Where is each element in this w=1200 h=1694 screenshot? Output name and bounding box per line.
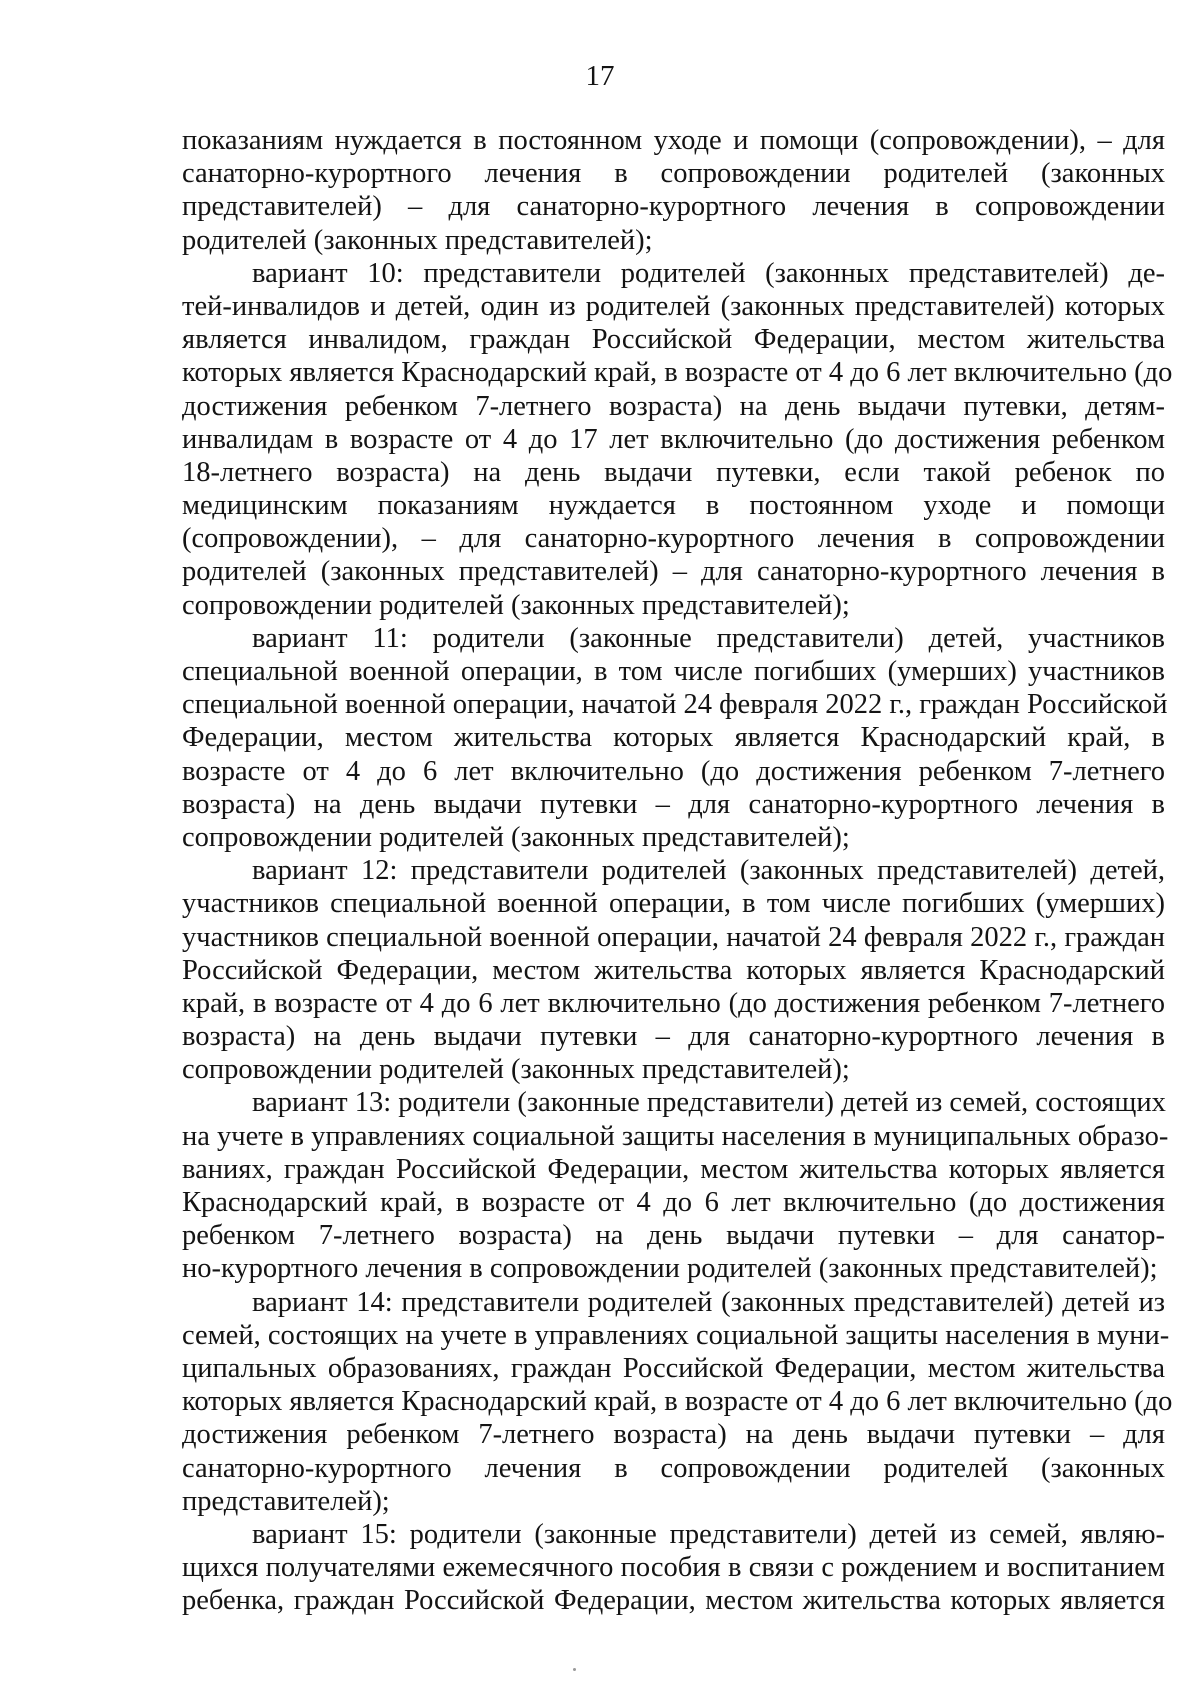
text-line: возраста) на день выдачи путевки – для санаторно-курортного лечения в <box>182 1021 1165 1053</box>
text-line: семей, состоящих на учете в управлениях социальной защиты населения в муни- <box>182 1319 1170 1351</box>
text-line: но-курортного лечения в сопровождении родителей (законных представителей); <box>182 1253 1158 1285</box>
text-line: инвалидам в возрасте от 4 до 17 лет включительно (до достижения ребенком <box>182 423 1165 455</box>
paragraph-variant-15 <box>182 1518 1165 1618</box>
text-line: специальной военной операции, в том числе погибших (умерших) участников <box>182 656 1165 687</box>
text-line: вариант 10: представители родителей (законных представителей) де- <box>252 257 1165 289</box>
text-line: ребенка, граждан Российской Федерации, местом жительства которых является <box>182 1585 1165 1617</box>
text-line: которых является Краснодарский край, в возрасте от 4 до 6 лет включительно (до <box>182 357 1173 389</box>
text-line: которых является Краснодарский край, в возрасте от 4 до 6 лет включительно (до <box>182 1386 1173 1418</box>
text-line: вариант 13: родители (законные представители) детей из семей, состоящих <box>252 1087 1166 1119</box>
text-line: вариант 15: родители (законные представители) детей из семей, являю- <box>252 1518 1165 1550</box>
text-line: тей-инвалидов и детей, один из родителей (законных представителей) которых <box>182 290 1165 322</box>
text-line: ребенком 7-летнего возраста) на день выдачи путевки – для санатор- <box>182 1220 1165 1252</box>
text-line: ципальных образованиях, граждан Российской Федерации, местом жительства <box>182 1352 1165 1384</box>
text-line: Российской Федерации, местом жительства которых является Краснодарский <box>182 954 1165 986</box>
text-line: 18-летнего возраста) на день выдачи путевки, если такой ребенок по <box>182 456 1165 488</box>
paragraph-variant-12 <box>182 854 1165 1086</box>
text-line: край, в возрасте от 4 до 6 лет включительно (до достижения ребенком 7-летнего <box>182 987 1165 1019</box>
text-line: участников специальной военной операции, начатой 24 февраля 2022 г., граждан <box>182 921 1165 953</box>
text-line: ваниях, граждан Российской Федерации, местом жительства которых является <box>182 1153 1165 1185</box>
text-line: возрасте от 4 до 6 лет включительно (до достижения ребенком 7-летнего <box>182 755 1165 787</box>
text-line: медицинским показаниям нуждается в постоянном уходе и помощи <box>182 490 1165 522</box>
page-number: 17 <box>585 60 615 92</box>
text-line: достижения ребенком 7-летнего возраста) на день выдачи путевки, детям- <box>182 390 1165 422</box>
paragraph-continuation <box>182 124 1165 257</box>
paragraph-variant-14 <box>182 1286 1173 1518</box>
scan-speck <box>573 1668 576 1671</box>
text-line: достижения ребенком 7-летнего возраста) на день выдачи путевки – для <box>182 1419 1165 1451</box>
text-line: Краснодарский край, в возрасте от 4 до 6 лет включительно (до достижения <box>182 1187 1165 1218</box>
paragraph-variant-11 <box>182 622 1168 854</box>
text-line: специальной военной операции, начатой 24 февраля 2022 г., граждан Российской <box>182 689 1168 721</box>
text-line: возраста) на день выдачи путевки – для санаторно-курортного лечения в <box>182 788 1165 820</box>
text-line: вариант 11: родители (законные представители) детей, участников <box>252 622 1165 654</box>
text-line: родителей (законных представителей); <box>182 224 653 256</box>
text-line: родителей (законных представителей) – для санаторно-курортного лечения в <box>182 556 1165 588</box>
text-line: вариант 12: представители родителей (законных представителей) детей, <box>252 855 1165 887</box>
text-line: Федерации, местом жительства которых является Краснодарский край, в <box>182 722 1165 754</box>
text-line: сопровождении родителей (законных представителей); <box>182 1054 850 1086</box>
paragraph-variant-10 <box>182 257 1173 622</box>
text-line: вариант 14: представители родителей (законных представителей) детей из <box>252 1286 1165 1318</box>
text-line: щихся получателями ежемесячного пособия в связи с рождением и воспитанием <box>182 1552 1165 1584</box>
paragraph-variant-13 <box>182 1086 1169 1285</box>
document-body <box>182 124 1173 1617</box>
text-line: сопровождении родителей (законных представителей); <box>182 589 850 621</box>
text-line: является инвалидом, граждан Российской Федерации, местом жительства <box>182 324 1165 356</box>
text-line: санаторно-курортного лечения в сопровождении родителей (законных <box>182 158 1165 190</box>
text-line: (сопровождении), – для санаторно-курортного лечения в сопровождении <box>182 523 1165 555</box>
text-line: на учете в управлениях социальной защиты населения в муниципальных образо- <box>182 1120 1169 1152</box>
text-line: участников специальной военной операции, в том числе погибших (умерших) <box>182 888 1165 920</box>
text-line: санаторно-курортного лечения в сопровождении родителей (законных <box>182 1452 1165 1484</box>
text-line: показаниям нуждается в постоянном уходе и помощи (сопровождении), – для <box>182 125 1165 156</box>
text-line: сопровождении родителей (законных представителей); <box>182 821 850 853</box>
text-line: представителей); <box>182 1485 390 1517</box>
text-line: представителей) – для санаторно-курортного лечения в сопровождении <box>182 191 1165 223</box>
